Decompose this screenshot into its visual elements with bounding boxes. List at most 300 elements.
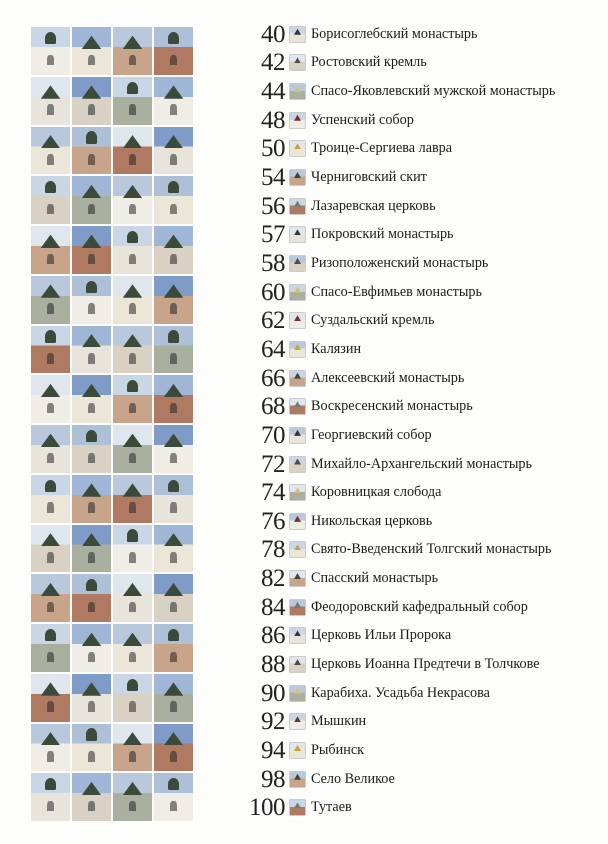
building-silhouette — [164, 135, 184, 148]
building-silhouette — [123, 185, 143, 198]
toc-page-number: 68 — [261, 393, 285, 421]
toc-entry[interactable] — [238, 135, 600, 164]
toc-thumbnail-photo — [290, 686, 305, 701]
building-silhouette — [127, 380, 138, 392]
toc-thumbnail-photo — [290, 772, 305, 787]
toc-title: Черниговский скит — [311, 169, 427, 186]
mosaic-photo-tile — [154, 425, 193, 473]
mosaic-photo-tile — [31, 27, 70, 75]
building-window — [129, 502, 135, 513]
mosaic-photo-tile — [154, 624, 193, 672]
building-window — [129, 303, 135, 314]
mosaic-photo-tile — [113, 425, 152, 473]
toc-thumbnail-photo — [290, 113, 305, 128]
building-silhouette — [86, 131, 97, 143]
toc-page-number: 48 — [261, 106, 285, 134]
mosaic-photo-tile — [72, 226, 111, 274]
toc-thumbnail-photo — [290, 628, 305, 643]
mosaic-photo-tile — [154, 77, 193, 125]
toc-title: Феодоровский кафедральный собор — [311, 598, 528, 615]
toc-entry[interactable] — [238, 335, 600, 364]
mosaic-photo-tile — [31, 525, 70, 573]
building-silhouette — [41, 85, 61, 98]
toc-thumbnail-photo — [290, 571, 305, 586]
toc-title: Успенский собор — [311, 111, 414, 128]
mosaic-photo-tile — [113, 773, 152, 821]
building-window — [47, 453, 53, 464]
building-silhouette — [41, 533, 61, 546]
toc-thumbnail-photo — [290, 285, 305, 300]
toc-entry[interactable] — [238, 364, 600, 393]
toc-page-number: 90 — [261, 679, 285, 707]
toc-page-number: 76 — [261, 507, 285, 535]
mosaic-photo-tile — [31, 674, 70, 722]
building-silhouette — [82, 36, 102, 49]
toc-thumbnail-photo — [290, 55, 305, 70]
building-silhouette — [45, 181, 56, 193]
mosaic-photo-tile — [154, 773, 193, 821]
building-silhouette — [168, 629, 179, 641]
toc-thumbnail-photo — [290, 600, 305, 615]
building-silhouette — [82, 85, 102, 98]
toc-entry[interactable] — [238, 564, 600, 593]
toc-thumbnail-photo — [290, 141, 305, 156]
building-window — [170, 453, 176, 464]
toc-thumbnail-photo — [290, 342, 305, 357]
building-window — [170, 254, 176, 265]
toc-page-number: 70 — [261, 421, 285, 449]
toc-entry[interactable] — [238, 450, 600, 479]
building-silhouette — [82, 682, 102, 695]
mosaic-photo-tile — [72, 326, 111, 374]
building-window — [129, 353, 135, 364]
building-silhouette — [45, 32, 56, 44]
toc-title: Ростовский кремль — [311, 54, 427, 71]
building-window — [129, 552, 135, 563]
building-window — [88, 55, 94, 66]
mosaic-photo-tile — [113, 176, 152, 224]
toc-title: Георгиевский собор — [311, 426, 432, 443]
building-window — [88, 502, 94, 513]
toc-entry[interactable] — [238, 307, 600, 336]
building-window — [88, 453, 94, 464]
toc-title: Троице-Сергиева лавра — [311, 140, 453, 157]
toc-entry[interactable] — [238, 708, 600, 737]
building-silhouette — [164, 284, 184, 297]
building-silhouette — [123, 284, 143, 297]
mosaic-photo-tile — [154, 27, 193, 75]
building-window — [47, 303, 53, 314]
toc-entry[interactable] — [238, 20, 600, 49]
toc-title: Ризоположенский монастырь — [311, 254, 489, 271]
mosaic-photo-tile — [154, 574, 193, 622]
mosaic-photo-tile — [31, 176, 70, 224]
toc-entry[interactable] — [238, 192, 600, 221]
mosaic-photo-tile — [31, 127, 70, 175]
building-silhouette — [41, 284, 61, 297]
toc-page-number: 94 — [261, 737, 285, 765]
building-silhouette — [164, 235, 184, 248]
mosaic-photo-tile — [154, 724, 193, 772]
building-silhouette — [86, 430, 97, 442]
toc-title: Свято-Введенский Толгский монастырь — [311, 541, 552, 558]
building-silhouette — [164, 682, 184, 695]
toc-page-number: 98 — [261, 765, 285, 793]
building-silhouette — [123, 334, 143, 347]
toc-thumbnail-photo — [290, 457, 305, 472]
mosaic-photo-tile — [154, 326, 193, 374]
toc-page-number: 78 — [261, 536, 285, 564]
building-window — [129, 154, 135, 165]
building-silhouette — [123, 583, 143, 596]
toc-page-number: 60 — [261, 278, 285, 306]
mosaic-photo-tile — [154, 127, 193, 175]
toc-thumbnail-photo — [290, 743, 305, 758]
building-silhouette — [123, 434, 143, 447]
toc-thumbnail-photo — [290, 714, 305, 729]
mosaic-photo-tile — [72, 176, 111, 224]
building-window — [88, 701, 94, 712]
building-window — [129, 602, 135, 613]
toc-entry[interactable] — [238, 765, 600, 794]
building-silhouette — [168, 32, 179, 44]
building-silhouette — [82, 533, 102, 546]
toc-page-number: 58 — [261, 249, 285, 277]
mosaic-photo-tile — [113, 326, 152, 374]
building-window — [88, 154, 94, 165]
building-silhouette — [164, 384, 184, 397]
building-silhouette — [41, 384, 61, 397]
building-window — [129, 204, 135, 215]
mosaic-photo-tile — [154, 375, 193, 423]
toc-title: Суздальский кремль — [311, 312, 435, 329]
building-window — [170, 701, 176, 712]
toc-title: Калязин — [311, 340, 362, 357]
building-window — [170, 204, 176, 215]
toc-page-number: 50 — [261, 135, 285, 163]
building-silhouette — [82, 334, 102, 347]
mosaic-photo-tile — [31, 724, 70, 772]
mosaic-photo-tile — [31, 425, 70, 473]
toc-entry[interactable] — [238, 650, 600, 679]
building-window — [88, 303, 94, 314]
toc-entry[interactable] — [238, 249, 600, 278]
toc-page-number: 92 — [261, 708, 285, 736]
toc-page-number: 54 — [261, 164, 285, 192]
building-window — [88, 254, 94, 265]
mosaic-photo-tile — [154, 525, 193, 573]
building-silhouette — [86, 579, 97, 591]
mosaic-photo-tile — [72, 276, 111, 324]
toc-entry[interactable] — [238, 478, 600, 507]
mosaic-photo-tile — [31, 475, 70, 523]
toc-title: Рыбинск — [311, 742, 365, 759]
mosaic-photo-tile — [72, 724, 111, 772]
toc-title: Село Великое — [311, 770, 395, 787]
toc-title: Спасо-Евфимьев монастырь — [311, 283, 482, 300]
building-window — [88, 801, 94, 812]
mosaic-photo-tile — [154, 276, 193, 324]
building-window — [88, 104, 94, 115]
mosaic-photo-tile — [113, 574, 152, 622]
toc-thumbnail-photo — [290, 313, 305, 328]
building-silhouette — [123, 782, 143, 795]
building-window — [88, 204, 94, 215]
building-silhouette — [123, 135, 143, 148]
building-silhouette — [168, 480, 179, 492]
building-silhouette — [123, 633, 143, 646]
mosaic-photo-tile — [113, 375, 152, 423]
building-silhouette — [82, 185, 102, 198]
mosaic-photo-tile — [154, 674, 193, 722]
building-silhouette — [82, 633, 102, 646]
building-window — [47, 801, 53, 812]
mosaic-photo-tile — [113, 674, 152, 722]
building-window — [47, 254, 53, 265]
toc-page-number: 72 — [261, 450, 285, 478]
mosaic-photo-tile — [31, 574, 70, 622]
toc-page-number: 74 — [261, 479, 285, 507]
mosaic-photo-tile — [113, 276, 152, 324]
toc-entry[interactable] — [238, 794, 600, 823]
toc-page-number: 56 — [261, 192, 285, 220]
building-silhouette — [164, 434, 184, 447]
toc-page-number: 62 — [261, 307, 285, 335]
mosaic-photo-tile — [72, 27, 111, 75]
toc-title: Лазаревская церковь — [311, 197, 436, 214]
building-silhouette — [82, 384, 102, 397]
building-silhouette — [86, 281, 97, 293]
building-silhouette — [123, 483, 143, 496]
toc-page-number: 40 — [261, 20, 285, 48]
toc-title: Борисоглебский монастырь — [311, 25, 478, 42]
building-silhouette — [41, 732, 61, 745]
building-window — [88, 403, 94, 414]
building-silhouette — [127, 231, 138, 243]
building-window — [47, 204, 53, 215]
building-silhouette — [127, 82, 138, 94]
mosaic-photo-tile — [31, 326, 70, 374]
building-silhouette — [41, 682, 61, 695]
building-window — [47, 751, 53, 762]
toc-title: Церковь Иоанна Предтечи в Толчкове — [311, 656, 540, 673]
toc-title: Алексеевский монастырь — [311, 369, 465, 386]
toc-page-number: 86 — [261, 622, 285, 650]
toc-entry[interactable] — [238, 593, 600, 622]
mosaic-photo-tile — [31, 276, 70, 324]
building-window — [47, 552, 53, 563]
toc-title: Церковь Ильи Пророка — [311, 627, 452, 644]
building-window — [47, 502, 53, 513]
building-silhouette — [127, 679, 138, 691]
building-window — [88, 652, 94, 663]
building-window — [88, 602, 94, 613]
toc-entry[interactable] — [238, 507, 600, 536]
toc-thumbnail-photo — [290, 514, 305, 529]
building-window — [170, 801, 176, 812]
toc-entry[interactable] — [238, 77, 600, 106]
toc-entry[interactable] — [238, 106, 600, 135]
building-silhouette — [82, 235, 102, 248]
building-silhouette — [164, 732, 184, 745]
mosaic-photo-tile — [72, 375, 111, 423]
toc-entry[interactable] — [238, 622, 600, 651]
building-window — [88, 552, 94, 563]
building-silhouette — [45, 480, 56, 492]
mosaic-photo-tile — [31, 226, 70, 274]
building-window — [47, 154, 53, 165]
toc-page-number: 82 — [261, 565, 285, 593]
toc-thumbnail-photo — [290, 199, 305, 214]
building-window — [47, 701, 53, 712]
toc-entry[interactable] — [238, 736, 600, 765]
toc-title: Никольская церковь — [311, 512, 433, 529]
mosaic-photo-tile — [72, 475, 111, 523]
mosaic-photo-tile — [72, 674, 111, 722]
building-silhouette — [82, 483, 102, 496]
building-window — [170, 502, 176, 513]
building-silhouette — [123, 36, 143, 49]
building-window — [129, 254, 135, 265]
photo-mosaic — [31, 27, 193, 821]
mosaic-photo-tile — [72, 574, 111, 622]
mosaic-photo-tile — [154, 475, 193, 523]
mosaic-photo-tile — [72, 77, 111, 125]
mosaic-photo-tile — [113, 624, 152, 672]
building-window — [47, 652, 53, 663]
mosaic-photo-tile — [72, 127, 111, 175]
toc-entry[interactable] — [238, 49, 600, 78]
mosaic-photo-tile — [113, 27, 152, 75]
mosaic-photo-tile — [113, 475, 152, 523]
building-silhouette — [168, 778, 179, 790]
building-silhouette — [164, 533, 184, 546]
toc-thumbnail-photo — [290, 371, 305, 386]
building-window — [170, 403, 176, 414]
toc-thumbnail-photo — [290, 542, 305, 557]
building-silhouette — [127, 529, 138, 541]
building-window — [170, 154, 176, 165]
mosaic-photo-tile — [31, 375, 70, 423]
toc-title: Воскресенский монастырь — [311, 398, 473, 415]
toc-page-number: 44 — [261, 78, 285, 106]
building-silhouette — [41, 583, 61, 596]
building-silhouette — [41, 434, 61, 447]
building-silhouette — [41, 135, 61, 148]
building-window — [170, 104, 176, 115]
toc-thumbnail-photo — [290, 657, 305, 672]
building-window — [170, 652, 176, 663]
building-window — [47, 55, 53, 66]
building-window — [47, 403, 53, 414]
mosaic-photo-tile — [72, 773, 111, 821]
toc-entry[interactable] — [238, 278, 600, 307]
mosaic-photo-tile — [113, 724, 152, 772]
toc-thumbnail-photo — [290, 256, 305, 271]
building-window — [170, 353, 176, 364]
building-silhouette — [82, 782, 102, 795]
toc-page-number: 57 — [261, 221, 285, 249]
toc-title: Мышкин — [311, 713, 367, 730]
building-window — [170, 751, 176, 762]
mosaic-photo-tile — [113, 127, 152, 175]
building-window — [129, 104, 135, 115]
toc-thumbnail-photo — [290, 428, 305, 443]
mosaic-photo-tile — [113, 77, 152, 125]
building-window — [88, 353, 94, 364]
building-window — [129, 801, 135, 812]
toc-page-number: 66 — [261, 364, 285, 392]
mosaic-photo-tile — [113, 525, 152, 573]
toc-page-number: 88 — [261, 651, 285, 679]
toc-page-number: 84 — [261, 593, 285, 621]
building-silhouette — [168, 181, 179, 193]
toc-thumbnail-photo — [290, 399, 305, 414]
toc-page-number: 42 — [261, 49, 285, 77]
toc-title: Михайло-Архангельский монастырь — [311, 455, 532, 472]
toc-thumbnail-photo — [290, 170, 305, 185]
building-silhouette — [41, 235, 61, 248]
building-window — [129, 453, 135, 464]
toc-title: Карабиха. Усадьба Некрасова — [311, 684, 490, 701]
building-silhouette — [86, 728, 97, 740]
toc-page-number: 64 — [261, 335, 285, 363]
building-window — [129, 701, 135, 712]
toc-entry[interactable] — [238, 221, 600, 250]
building-silhouette — [45, 629, 56, 641]
building-window — [129, 751, 135, 762]
toc-entry[interactable] — [238, 679, 600, 708]
toc-thumbnail-photo — [290, 227, 305, 242]
building-window — [170, 55, 176, 66]
mosaic-photo-tile — [31, 624, 70, 672]
building-window — [47, 104, 53, 115]
building-window — [170, 552, 176, 563]
toc-entry[interactable] — [238, 163, 600, 192]
building-window — [170, 303, 176, 314]
building-silhouette — [45, 330, 56, 342]
building-window — [88, 751, 94, 762]
building-window — [170, 602, 176, 613]
mosaic-photo-tile — [113, 226, 152, 274]
building-silhouette — [45, 778, 56, 790]
building-window — [47, 602, 53, 613]
mosaic-photo-tile — [72, 624, 111, 672]
mosaic-photo-tile — [31, 773, 70, 821]
mosaic-photo-tile — [154, 176, 193, 224]
toc-entry[interactable] — [238, 392, 600, 421]
toc-entry[interactable] — [238, 536, 600, 565]
toc-thumbnail-photo — [290, 27, 305, 42]
toc-title: Спасский монастырь — [311, 570, 439, 587]
toc-title: Коровницкая слобода — [311, 484, 442, 501]
mosaic-photo-tile — [154, 226, 193, 274]
mosaic-photo-tile — [72, 425, 111, 473]
toc-thumbnail-photo — [290, 84, 305, 99]
building-window — [129, 55, 135, 66]
toc-entry[interactable] — [238, 421, 600, 450]
mosaic-photo-tile — [72, 525, 111, 573]
building-silhouette — [123, 732, 143, 745]
building-window — [129, 403, 135, 414]
toc-thumbnail-photo — [290, 485, 305, 500]
building-silhouette — [168, 330, 179, 342]
building-silhouette — [164, 583, 184, 596]
toc-thumbnail-photo — [290, 800, 305, 815]
building-window — [129, 652, 135, 663]
toc-title: Тутаев — [311, 799, 352, 816]
toc-page-number: 100 — [249, 794, 285, 822]
